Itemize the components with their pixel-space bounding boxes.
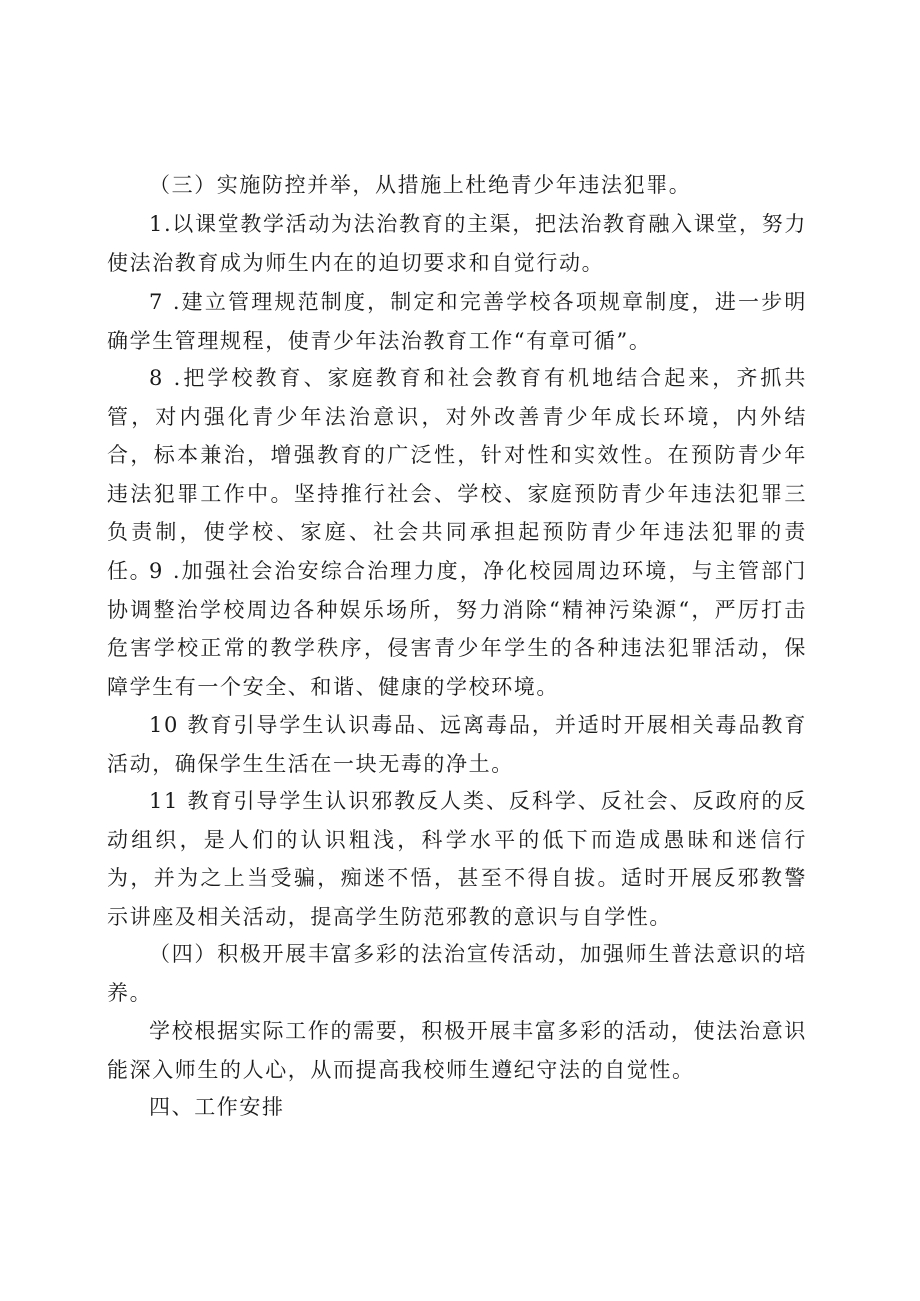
paragraph-school-activities: 学校根据实际工作的需要，积极开展丰富多彩的活动，使法治意识能深入师生的人心，从而提高我校师生遵纪守法的自觉性。 [107, 1019, 807, 1082]
paragraph-item-11: 11 教育引导学生认识邪教反人类、反科学、反社会、反政府的反动组织，是人们的认识粗浅，科学水平的低下而造成愚昧和迷信行为，并为之上当受骗，痴迷不悟，甚至不得自拔。适时开展反邪教警示讲座及相关活动，提高学生防范邪教的意识与自学性。 [107, 789, 807, 929]
section-heading-3: （三）实施防控并举，从措施上杜绝青少年违法犯罪。 [149, 173, 692, 197]
paragraph-item-9: 9 .加强社会治安综合治理力度，净化校园周边环境，与主管部门协调整治学校周边各种娱乐场所，努力消除“精神污染源“，严厉打击危害学校正常的教学秩序，侵害青少年学生的各种违法犯罪活动，保障学生有一个安全、和谐、健康的学校环境。 [107, 559, 807, 699]
paragraph-item-7: 7 .建立管理规范制度，制定和完善学校各项规章制度，进一步明确学生管理规程，使青少年法治教育工作“有章可循”。 [107, 290, 807, 353]
section-heading-4: （四）积极开展丰富多彩的法治宣传活动，加强师生普法意识的培养。 [107, 942, 807, 1005]
chapter-heading-work-arrangement: 四、工作安排 [149, 1095, 285, 1119]
paragraph-item-10: 10 教育引导学生认识毒品、远离毒品，并适时开展相关毒品教育活动，确保学生生活在一块无毒的净土。 [107, 713, 807, 776]
paragraph-item-8: 8 .把学校教育、家庭教育和社会教育有机地结合起来，齐抓共管，对内强化青少年法治意识，对外改善青少年成长环境，内外结合，标本兼治，增强教育的广泛性，针对性和实效性。在预防青少年违法犯罪工作中。坚持推行社会、学校、家庭预防青少年违法犯罪三负责制，使学校、家庭、社会共同承担起预防青少年违法犯罪的责任。 [107, 366, 807, 583]
paragraph-item-1: 1.以课堂教学活动为法治教育的主渠，把法治教育融入课堂，努力使法治教育成为师生内在的迫切要求和自觉行动。 [107, 212, 807, 275]
